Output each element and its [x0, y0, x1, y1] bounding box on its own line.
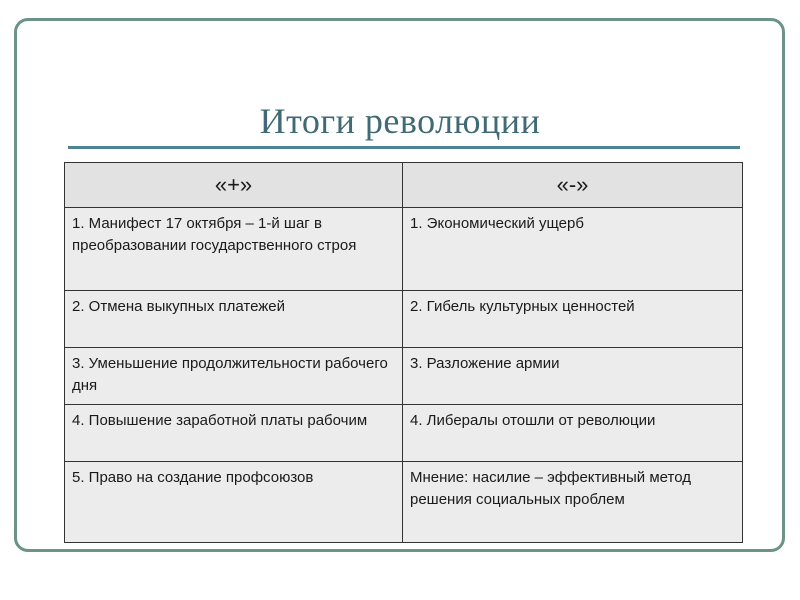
table-header-row — [65, 163, 743, 208]
cell-plus: 5. Право на создание профсоюзов — [65, 462, 403, 543]
cell-minus: 4. Либералы отошли от революции — [403, 405, 743, 462]
title-divider — [68, 146, 740, 149]
cell-minus: Мнение: насилие – эффективный метод решения социальных проблем — [403, 462, 743, 543]
cell-minus: 1. Экономический ущерб — [403, 208, 743, 291]
table-row — [65, 462, 743, 543]
cell-minus: 3. Разложение армии — [403, 348, 743, 405]
cell-plus: 2. Отмена выкупных платежей — [65, 291, 403, 348]
cell-plus: 4. Повышение заработной платы рабочим — [65, 405, 403, 462]
results-table — [64, 162, 743, 543]
table-row — [65, 348, 743, 405]
table-row — [65, 291, 743, 348]
cell-minus: 2. Гибель культурных ценностей — [403, 291, 743, 348]
header-plus: «+» — [65, 163, 403, 208]
table-row — [65, 208, 743, 291]
cell-plus: 3. Уменьшение продолжительности рабочего дня — [65, 348, 403, 405]
table-row — [65, 405, 743, 462]
cell-plus: 1. Манифест 17 октября – 1-й шаг в преобразовании государственного строя — [65, 208, 403, 291]
header-minus: «-» — [403, 163, 743, 208]
slide-title: Итоги революции — [259, 101, 541, 141]
